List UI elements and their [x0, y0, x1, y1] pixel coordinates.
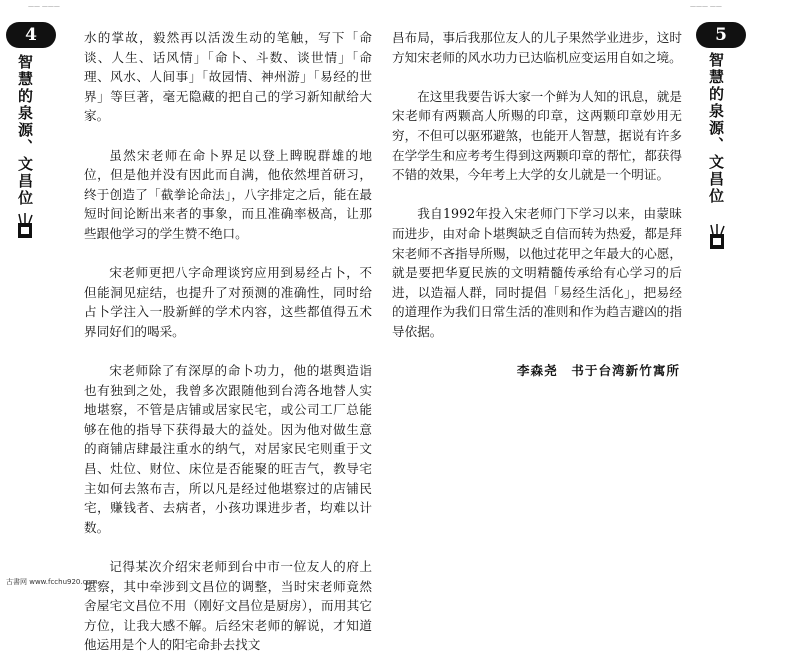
header-mark-left: —— ———	[28, 3, 60, 10]
header-mark-right: ——— ——	[690, 3, 722, 10]
page-number-badge-left	[6, 22, 56, 48]
right-paragraph-1: 在这里我要告诉大家一个鲜为人知的讯息，就是宋老师有两颗高人所赐的印章，这两颗印章妙用无穷，不但可以驱邪避煞，也能开人智慧，据说有许多在学学生和应考考生得到这两颗印章的帮忙，都获得不错的效果，今年考上大学的女儿就是一个明证。	[392, 88, 682, 183]
author-signature: 李森尧 书于台湾新竹寓所	[516, 363, 680, 379]
pen-holder-icon	[706, 224, 728, 250]
running-title-right: 智慧的泉源、文昌位	[707, 52, 725, 205]
site-footer: 古書网 www.fcchu920.com	[6, 578, 98, 586]
left-paragraph-4: 宋老师除了有深厚的命卜功力，他的堪舆造诣也有独到之处，我曾多次跟随他到台湾各地替人实地堪察，不管是店铺或居家民宅，或公司工厂总能够在他的指导下获得最大的益处。因为他对做生意的商铺店肆最注重水的纳气，对居家民宅则重于文昌、灶位、财位、床位是否能聚的旺吉气，教导宅主如何去煞布吉，所以凡是经过他堪察过的店铺民宅，赚钱者、去病者，小孩功课进步者，均难以计数。	[84, 363, 372, 535]
left-paragraph-1: 水的掌故，毅然再以活泼生动的笔触，写下「命谈、人生、话风情」「命卜、斗数、谈世情」「命理、风水、人间事」「故园情、神州游」「易经的世界」等巨著，毫无隐藏的把自己的学习新知献给大家。	[84, 30, 372, 124]
right-text-column	[392, 28, 682, 381]
left-paragraph-2: 虽然宋老师在命卜界足以登上睥睨群雄的地位，但是他并没有因此而自满，他依然埋首研习，终于创造了「截拳论命法」，八字排定之后，能在最短时间论断出来者的事象，而且准确率极高，让那些跟他学习的学生赞不绝口。	[84, 147, 372, 241]
page-number-left: 4	[25, 25, 37, 45]
page-number-right: 5	[715, 25, 727, 45]
left-paragraph-3: 宋老师更把八字命理谈窍应用到易经占卜，不但能洞见症结，也提升了对预测的准确性，同时给占卜学注入一股新鲜的学术内容，这些都值得五术界同好们的喝采。	[84, 265, 372, 339]
pen-holder-icon	[14, 213, 36, 239]
left-paragraph-5: 记得某次介绍宋老师到台中市一位友人的府上堪察，其中牵涉到文昌位的调整，当时宋老师竟然舍屋宅文昌位不用（刚好文昌位是厨房），而用其它方位，让我大感不解。后经宋老师的解说，才知道他运用是个人的阳宅命卦去找文	[84, 559, 372, 653]
running-title-left: 智慧的泉源、文昌位	[16, 54, 34, 207]
left-text-column	[84, 28, 372, 655]
right-paragraph-2: 我自1992年投入宋老师门下学习以来，由蒙昧而进步，由对命卜堪舆缺乏自信而转为热爱，都是拜宋老师不吝指导所赐，以他过花甲之年最大的心愿，就是要把华夏民族的文明精髓传承给有心学习的后进，以造福人群，同时提倡「易经生活化」，把易经的道理作为我们日常生活的准则和作为趋吉避凶的指导依据。	[392, 206, 682, 339]
page-number-badge-right	[696, 22, 746, 48]
right-paragraph-continuation: 昌布局，事后我那位友人的儿子果然学业进步，这时方知宋老师的风水功力已达临机应变运用自如之境。	[392, 30, 682, 65]
